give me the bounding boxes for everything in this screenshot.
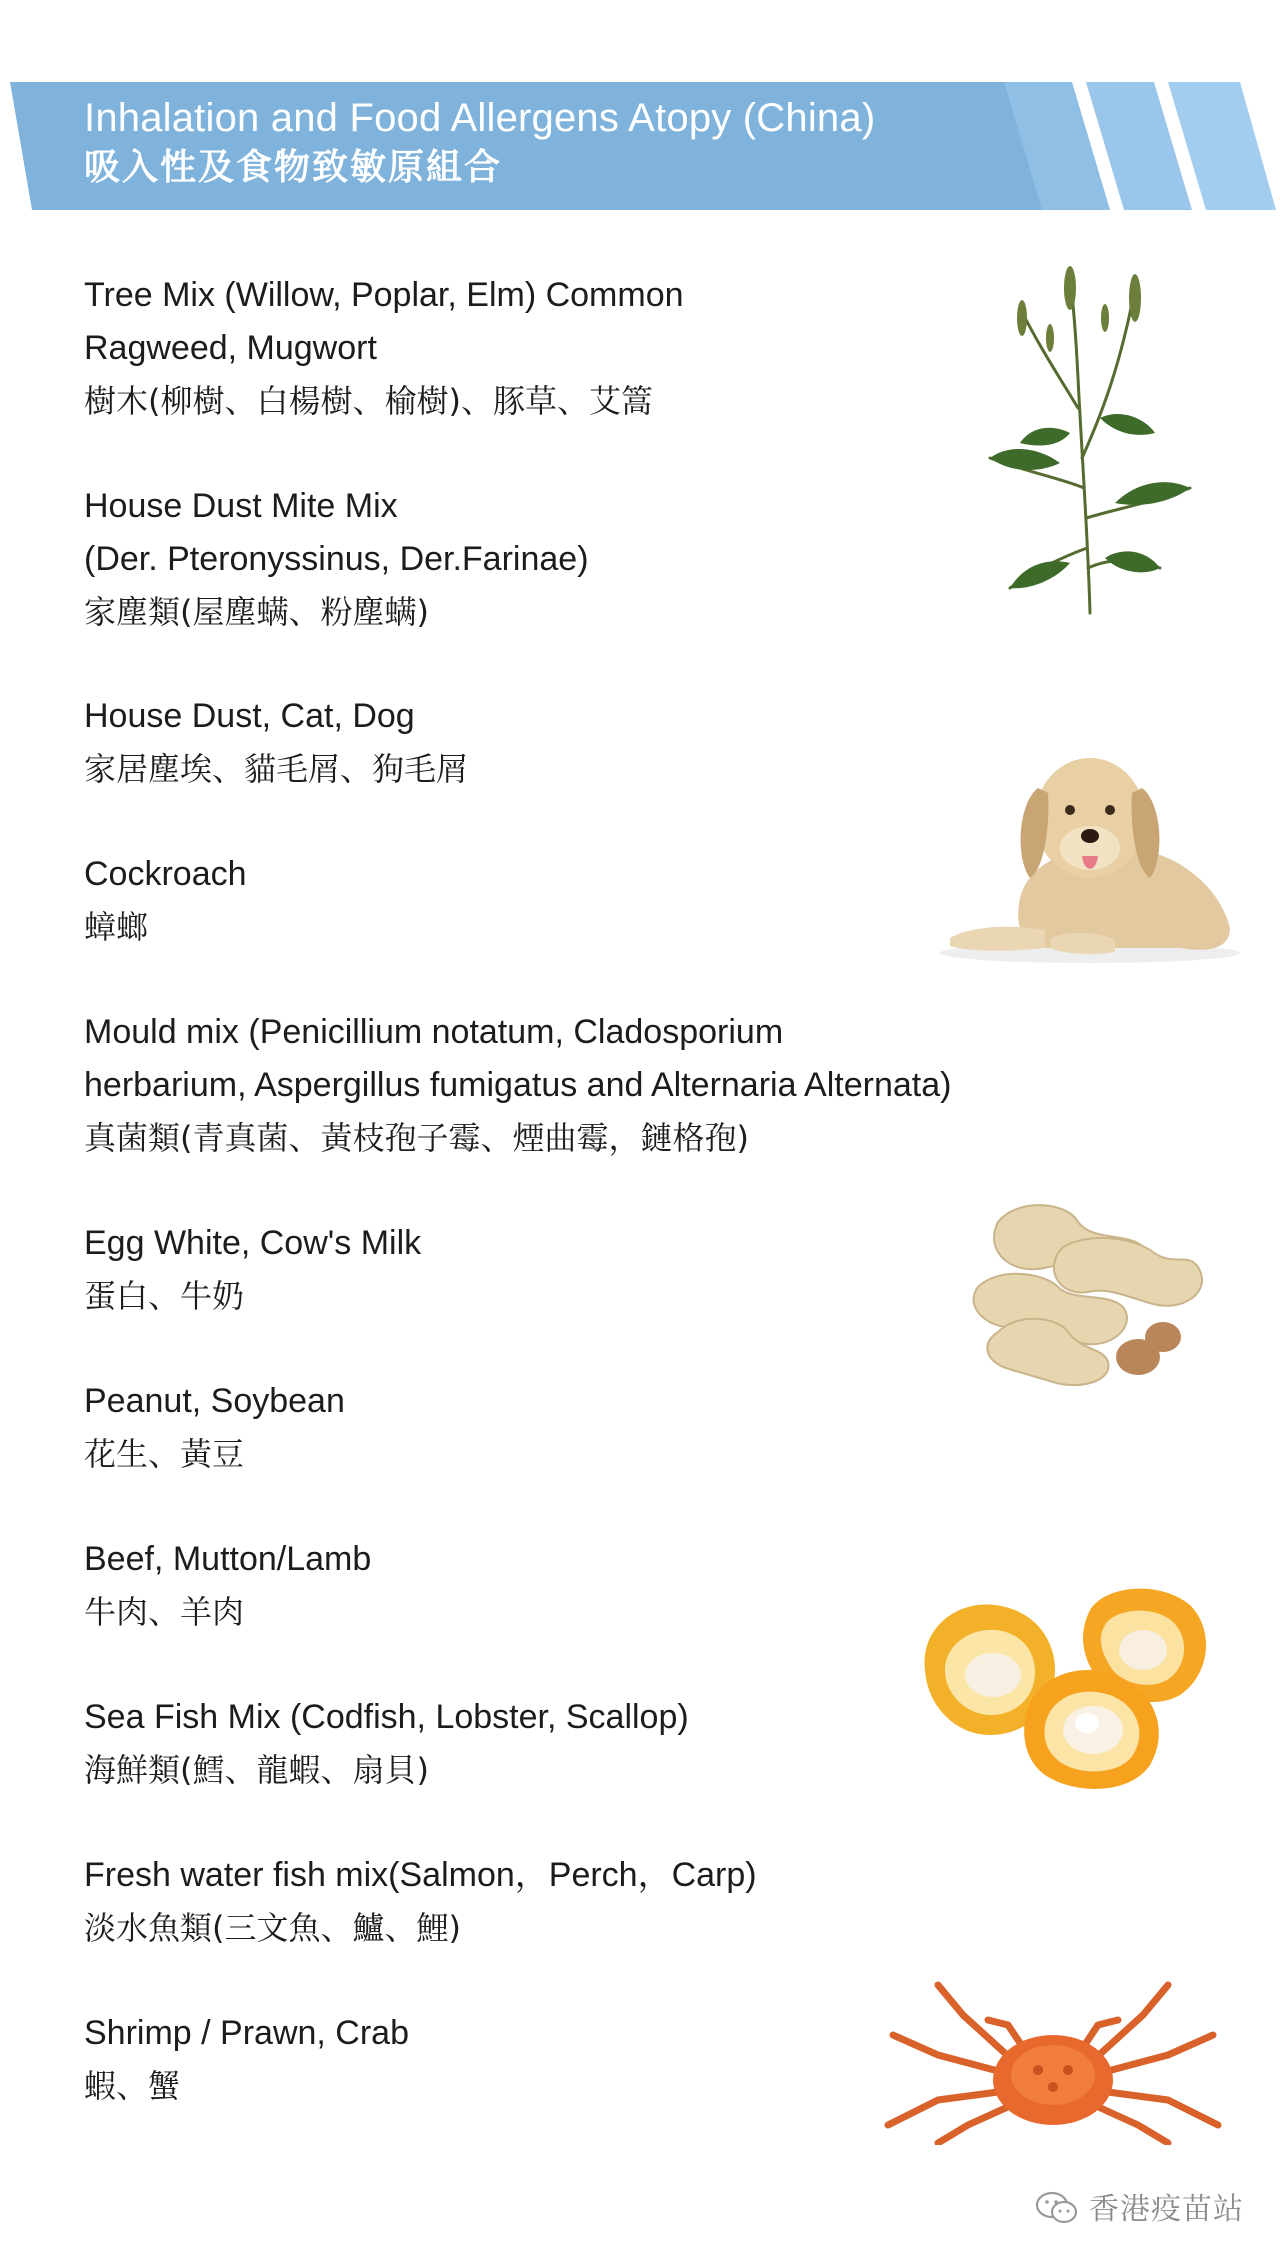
allergen-chinese-line: 蝦、蟹	[84, 2067, 181, 2105]
allergen-item-fresh-water-fish	[84, 1849, 1084, 1955]
allergen-chinese-line: 蛋白、牛奶	[84, 1277, 245, 1315]
peanut-icon	[958, 1192, 1208, 1392]
allergen-chinese-line: 蟑螂	[84, 908, 149, 946]
allergen-chinese-line: 牛肉、羊肉	[84, 1593, 245, 1631]
allergen-english-line: Fresh water fish mix(Salmon，Perch，Carp)	[84, 1856, 757, 1894]
allergen-item-egg-milk	[84, 1217, 1084, 1323]
allergen-english-line: Ragweed, Mugwort	[84, 329, 377, 367]
allergen-chinese-line: 家塵類(屋塵螨、粉塵螨)	[84, 593, 429, 631]
wechat-icon	[1035, 2190, 1079, 2230]
allergen-item-mould-mix	[84, 1006, 1084, 1165]
allergen-chinese-line: 淡水魚類(三文魚、鱸、鯉)	[84, 1909, 461, 1947]
allergen-chinese-line: 花生、黃豆	[84, 1435, 245, 1473]
allergen-chinese-line: 真菌類(青真菌、黃枝孢子霉、煙曲霉，鏈格孢)	[84, 1119, 749, 1157]
golden-retriever-dog-icon	[930, 748, 1250, 968]
allergen-english-line: herbarium, Aspergillus fumigatus and Alternaria Alternata)	[84, 1066, 952, 1104]
allergen-item-tree-mix	[84, 269, 1084, 428]
watermark-text: 香港疫苗站	[1089, 2192, 1244, 2227]
page-subtitle: 吸入性及食物致敏原組合	[84, 147, 503, 188]
allergen-english-line: Peanut, Soybean	[84, 1382, 345, 1420]
allergen-english-line: Cockroach	[84, 855, 247, 893]
allergen-english-line: House Dust, Cat, Dog	[84, 697, 415, 735]
crab-icon	[868, 1975, 1238, 2145]
watermark	[1035, 2190, 1244, 2230]
page-title: Inhalation and Food Allergens Atopy (China)	[84, 96, 876, 140]
allergen-english-line: Beef, Mutton/Lamb	[84, 1540, 372, 1578]
header-banner	[0, 0, 1280, 230]
allergen-english-line: Egg White, Cow's Milk	[84, 1224, 422, 1262]
allergen-english-line: Mould mix (Penicillium notatum, Cladosporium	[84, 1013, 784, 1051]
allergen-english-line: Tree Mix (Willow, Poplar, Elm) Common	[84, 276, 684, 314]
allergen-chinese-line: 樹木(柳樹、白楊樹、榆樹)、豚草、艾篙	[84, 382, 653, 420]
scallop-icon	[915, 1580, 1215, 1795]
allergen-english-line: Sea Fish Mix (Codfish, Lobster, Scallop)	[84, 1698, 689, 1736]
allergen-english-line: (Der. Pteronyssinus, Der.Farinae)	[84, 540, 589, 578]
allergen-english-line: Shrimp / Prawn, Crab	[84, 2014, 409, 2052]
ragweed-plant-icon	[950, 258, 1220, 618]
allergen-english-line: House Dust Mite Mix	[84, 487, 398, 525]
allergen-chinese-line: 海鮮類(鱈、龍蝦、扇貝)	[84, 1751, 429, 1789]
allergen-item-house-dust-mite	[84, 480, 1084, 639]
allergen-item-peanut-soybean	[84, 1375, 1084, 1481]
allergen-chinese-line: 家居塵埃、貓毛屑、狗毛屑	[84, 750, 469, 788]
